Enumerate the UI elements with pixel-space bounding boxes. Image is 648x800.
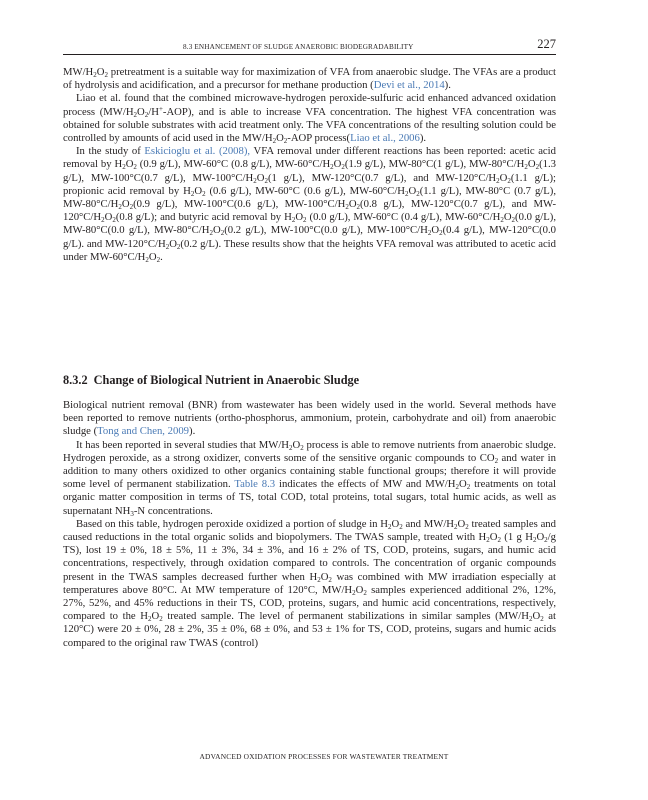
citation-link[interactable]: Devi et al., 2014 [373, 79, 445, 92]
section-number: 8.3.2 [63, 373, 88, 387]
paragraph: Based on this table, hydrogen peroxide oxidized a portion of sludge in $H_2O_2$ and $MW/H_2O_2$ treated samples and caused reductions in the total organic solids and biopolymers. The TWAS sample, treated with $H_2O_2$ (1 g $H_2O_2/g$ TS), lost 19 ± 0%, 18 ± 5%, 11 ± 3%, 34 ± 3%, and 16 ± 2% of TS, COD, proteins, sugars, and humic acid concentrations, respectively, through oxidation compared to controls. The concentration of organic compounds present in the TWAS samples decreased further when $H_2O_2$ was combined with MW irradiation especially at temperatures above 80°C. At MW temperature of 120°C, $MW/H_2O_2$ samples experienced additional 2%, 12%, 27%, 52%, and 45% reductions in their TS, COD, proteins, sugars, and humic acid concentrations, respectively, compared to the $H_2O_2$ treated sample. The level of permanent stabilizations in similar samples ($MW/H_2O_2$ at 120°C) were 20 ± 0%, 28 ± 2%, 35 ± 0%, 68 ± 0%, and 53 ± 1% for TS, COD, proteins, sugars and humic acids compared to the original raw TWAS (control) [63, 517, 556, 649]
citation-link[interactable]: Tong and Chen, 2009 [97, 425, 190, 438]
running-header [63, 36, 556, 55]
paragraph: Biological nutrient removal (BNR) from wastewater has been widely used in the world. Several methods have been reported to remove nutrients (ortho-phosphorus, ammonium, protein, carbohydrate and oil) from anaerobic sludge (Tong and Chen, 2009). [63, 399, 556, 438]
running-title: 8.3 ENHANCEMENT OF SLUDGE ANAEROBIC BIODEGRADABILITY [183, 43, 414, 51]
running-footer: ADVANCED OXIDATION PROCESSES FOR WASTEWATER TREATMENT [199, 752, 449, 761]
paragraph: In the study of Eskicioglu et al. (2008), VFA removal under different reactions has been reported: acetic acid removal by $H_2O_2$ (0.9 g/L), MW-60°C (0.8 g/L), $MW-60^\circ C/H_2O_2(1.9$ g/L), MW-80°C(1 g/L), $MW-80^\circ C/H_2O_2(1.3$ g/L), MW-100°C(0.7 g/L), $MW-100^\circ C/H_2O_2(1$ g/L), MW-120°C(0.7 g/L), and $MW-120^\circ C/H_2O_2(1.1$ g/L); propionic acid removal by $H_2O_2$ (0.6 g/L), MW-60°C (0.6 g/L), $MW-60^\circ C/H_2O_2(1.1$ g/L), MW-80°C (0.7 g/L), $MW-80^\circ C/H_2O_2(0.9$ g/L), MW-100°C(0.6 g/L), $MW-100^\circ C/H_2O_2(0.8$ g/L), MW-120°C(0.7 g/L), and $MW-120^\circ C/H_2O_2(0.8$ g/L); and butyric acid removal by $H_2O_2$ (0.0 g/L), MW-60°C (0.4 g/L), $MW-60^\circ C/H_2O_2(0.0$ g/L), MW-80°C(0.0 g/L), $MW-80^\circ C/H_2O_2(0.2$ g/L), MW-100°C(0.0 g/L), $MW-100^\circ C/H_2O_2(0.4$ g/L), MW-120°C(0.0 g/L). and $MW-120^\circ C/H_2O_2(0.2$ g/L). These results show that the heights VFA removal was attributed to acetic acid under $MW-60^\circ C/H_2O_2$. [63, 145, 557, 264]
page-number: 227 [537, 37, 556, 51]
section-title: Change of Biological Nutrient in Anaerobic Sludge [93, 373, 360, 387]
paragraph: $MW/H_2O_2$ pretreatment is a suitable way for maximization of VFA from anaerobic sludge. The VFAs are a product of hydrolysis and acidification, and a precursor for methane production (Devi et al., 2014). [63, 66, 556, 92]
section-heading [63, 373, 359, 388]
body-text-section [63, 399, 556, 650]
paragraph: Liao et al. found that the combined microwave-hydrogen peroxide-sulfuric acid enhanced advanced oxidation process $(MW/H_2O_2/H^+-AOP)$, and is able to increase VFA concentration. The highest VFA concentration was obtained for soluble substrates with acid treatment only. The VFA concentrations of the resulting solution could be controlled by amounts of acid used in the $MW/H_2O_2$-AOP process(Liao et al., 2006). [63, 92, 556, 146]
citation-link[interactable]: Liao et al., 2006 [350, 132, 420, 145]
citation-link[interactable]: Eskicioglu et al. (2008), [144, 145, 251, 158]
paragraph: It has been reported in several studies that $MW/H_2O_2$ process is able to remove nutrients from anaerobic sludge. Hydrogen peroxide, as a strong oxidizer, converts some of the sensitive organic compounds to $CO_2$ and water in addition to many others oxidized to other organics containing stable functional groups; therefore it will provide some level of permanent stabilization. Table 8.3 indicates the effects of MW and $MW/H_2O_2$ treatments on total organic matter composition in terms of TS, total COD, total proteins, total sugars, total humic acids, as well as supernatant $NH_3-N$ concentrations. [63, 438, 556, 518]
table-reference-link[interactable]: Table 8.3 [234, 478, 276, 491]
body-text-top [63, 66, 556, 264]
